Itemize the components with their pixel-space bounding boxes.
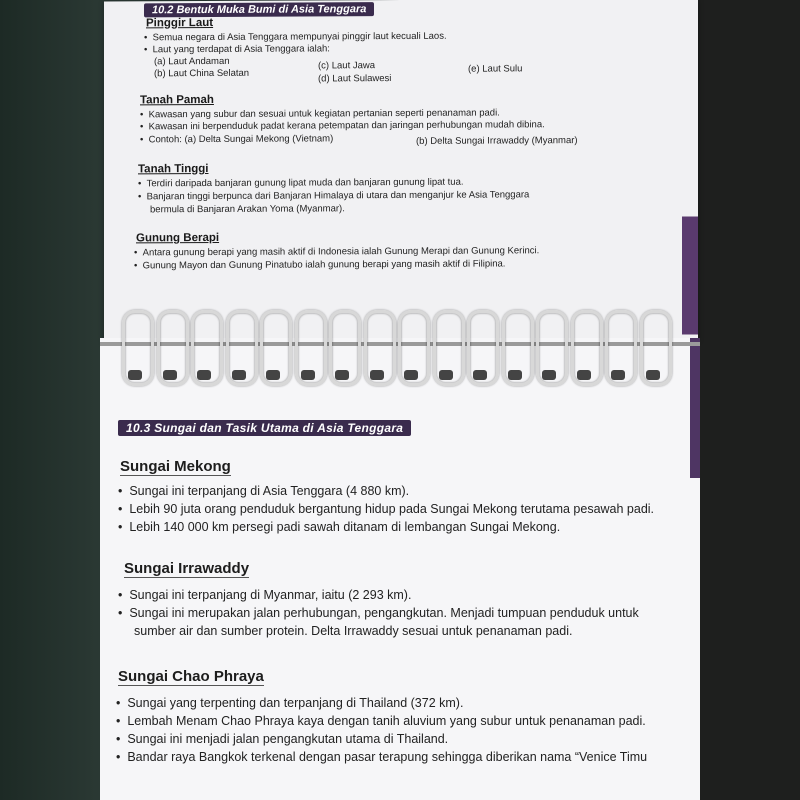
list-item: (b) Laut China Selatan [154, 67, 250, 80]
upper-notebook-page [104, 0, 698, 342]
heading-sungai-irrawaddy: Sungai Irrawaddy [124, 560, 250, 577]
bullet-line: • Sungai ini terpanjang di Asia Tenggara (4 880 km). [118, 484, 410, 498]
text-line: Terdiri daripada banjaran gunung lipat muda dan banjaran gunung lipat tua. [146, 176, 464, 190]
spiral-coil [605, 310, 637, 386]
bullet-line: • Contoh: (a) Delta Sungai Mekong (Vietnam) [140, 133, 334, 146]
bullet-line: • Semua negara di Asia Tenggara mempunyai pinggir laut kecuali Laos. [144, 30, 447, 44]
spiral-coil [502, 310, 534, 386]
spiral-coil [536, 310, 568, 386]
heading-pinggir-laut: Pinggir Laut [146, 16, 214, 30]
spiral-binding [100, 308, 700, 388]
lower-notebook-page [100, 338, 700, 800]
text-line: (b) Delta Sungai Irrawaddy (Myanmar) [416, 135, 578, 147]
bullet-line: • Lebih 90 juta orang penduduk bergantung hidup pada Sungai Mekong terutama pesawah padi. [118, 502, 655, 516]
bullet-line: • Banjaran tinggi berpunca dari Banjaran Himalaya di utara dan menganjur ke Asia Tenggara [138, 189, 530, 203]
heading-tanah-pamah: Tanah Pamah [140, 93, 214, 107]
text-line: bermula di Banjaran Arakan Yoma (Myanmar). [150, 203, 345, 216]
text-line: Sungai ini merupakan jalan perhubungan, pengangkutan. Menjadi tumpuan penduduk untuk [129, 606, 639, 620]
section-title-10-3: 10.3 Sungai dan Tasik Utama di Asia Tenggara [118, 420, 411, 436]
bullet-line: • Kawasan yang subur dan sesuai untuk kegiatan pertanian seperti penanaman padi. [140, 107, 500, 121]
spiral-coil [157, 310, 189, 386]
bullet-line: • Laut yang terdapat di Asia Tenggara ialah: [144, 43, 330, 56]
spiral-coil [226, 310, 258, 386]
spiral-coil [640, 310, 672, 386]
text-line: Kawasan yang subur dan sesuai untuk kegiatan pertanian seperti penanaman padi. [148, 107, 500, 121]
spiral-coil [260, 310, 292, 386]
text-line: Sungai yang terpenting dan terpanjang di Thailand (372 km). [127, 696, 464, 710]
bullet-line: • Terdiri daripada banjaran gunung lipat muda dan banjaran gunung lipat tua. [138, 176, 464, 190]
list-item: (a) Laut Andaman [154, 55, 230, 68]
text-line: Contoh: (a) Delta Sungai Mekong (Vietnam) [148, 133, 334, 146]
text-line: Sungai ini terpanjang di Myanmar, iaitu (2 293 km). [129, 588, 412, 602]
spiral-coil [364, 310, 396, 386]
bullet-line: • Antara gunung berapi yang masih aktif di Indonesia ialah Gunung Merapi dan Gunung Kerinci. [134, 245, 540, 259]
text-line: Semua negara di Asia Tenggara mempunyai pinggir laut kecuali Laos. [152, 30, 447, 44]
spiral-coil [295, 310, 327, 386]
spiral-coil [571, 310, 603, 386]
section-title-10-2: 10.2 Bentuk Muka Bumi di Asia Tenggara [144, 2, 374, 17]
heading-sungai-chao-phraya: Sungai Chao Phraya [118, 668, 264, 685]
text-line: Laut yang terdapat di Asia Tenggara ialah: [152, 43, 330, 56]
text-line: sumber air dan sumber protein. Delta Irrawaddy sesuai untuk penanaman padi. [134, 624, 573, 638]
bullet-line: • Kawasan ini berpenduduk padat kerana petempatan dan jaringan perhubungan mudah dibina. [140, 119, 545, 133]
text-line: Lebih 90 juta orang penduduk bergantung hidup pada Sungai Mekong terutama pesawah padi. [129, 502, 655, 516]
text-line: Lembah Menam Chao Phraya kaya dengan tanih aluvium yang subur untuk penanaman padi. [127, 714, 646, 728]
bullet-line: • Bandar raya Bangkok terkenal dengan pasar terapung sehingga diberikan nama “Venice Timu [116, 750, 648, 764]
spiral-coil [398, 310, 430, 386]
bullet-line: • Lembah Menam Chao Phraya kaya dengan tanih aluvium yang subur untuk penanaman padi. [116, 714, 646, 728]
spiral-coil [467, 310, 499, 386]
bullet-line: • Sungai ini merupakan jalan perhubungan, pengangkutan. Menjadi tumpuan penduduk untuk [118, 606, 639, 620]
background-edge [693, 0, 800, 800]
heading-tanah-tinggi: Tanah Tinggi [138, 163, 209, 176]
text-line: Sungai ini terpanjang di Asia Tenggara (4 880 km). [129, 484, 410, 498]
spiral-coil [433, 310, 465, 386]
list-item: (d) Laut Sulawesi [318, 73, 392, 85]
bullet-line: • Gunung Mayon dan Gunung Pinatubo ialah gunung berapi yang masih aktif di Filipina. [134, 258, 506, 272]
text-line: Kawasan ini berpenduduk padat kerana petempatan dan jaringan perhubungan mudah dibina. [148, 119, 545, 133]
list-item: (e) Laut Sulu [468, 63, 523, 75]
text-line: Lebih 140 000 km persegi padi sawah ditanam di lembangan Sungai Mekong. [129, 520, 561, 534]
text-line: Sungai ini menjadi jalan pengangkutan utama di Thailand. [127, 732, 449, 746]
bullet-line: • Sungai ini menjadi jalan pengangkutan utama di Thailand. [116, 732, 449, 746]
list-item: (c) Laut Jawa [318, 60, 376, 72]
text-line: Gunung Mayon dan Gunung Pinatubo ialah gunung berapi yang masih aktif di Filipina. [142, 258, 506, 272]
spiral-coil [122, 310, 154, 386]
spiral-coil [191, 310, 223, 386]
text-line: Bandar raya Bangkok terkenal dengan pasar terapung sehingga diberikan nama “Venice Timu [127, 750, 648, 764]
text-line: Antara gunung berapi yang masih aktif di Indonesia ialah Gunung Merapi dan Gunung Kerinci. [142, 245, 540, 259]
bullet-line: • Sungai ini terpanjang di Myanmar, iaitu (2 293 km). [118, 588, 412, 602]
heading-gunung-berapi: Gunung Berapi [136, 231, 220, 245]
spiral-coil [329, 310, 361, 386]
bullet-line: • Sungai yang terpenting dan terpanjang di Thailand (372 km). [116, 696, 464, 710]
bullet-line: • Lebih 140 000 km persegi padi sawah ditanam di lembangan Sungai Mekong. [118, 520, 561, 534]
text-line: Banjaran tinggi berpunca dari Banjaran Himalaya di utara dan menganjur ke Asia Tenggara [146, 189, 530, 203]
heading-sungai-mekong: Sungai Mekong [120, 458, 231, 475]
